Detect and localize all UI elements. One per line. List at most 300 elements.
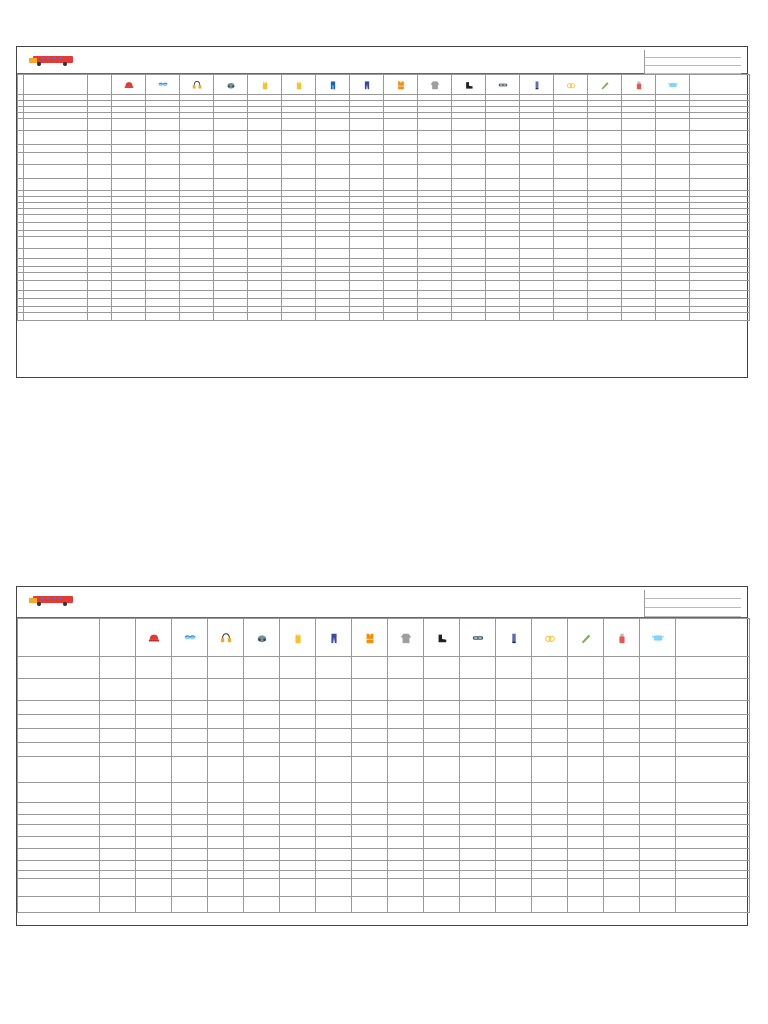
delivery-date-cell bbox=[384, 299, 418, 307]
delivery-date-cell bbox=[146, 131, 180, 145]
delivery-date-cell bbox=[486, 313, 520, 321]
table-row bbox=[18, 223, 750, 231]
delivery-date-cell bbox=[248, 237, 282, 249]
employee-name-cell bbox=[18, 679, 100, 701]
delivery-date-cell bbox=[460, 803, 496, 815]
jacket-icon bbox=[430, 80, 440, 90]
signature-cell[interactable] bbox=[676, 837, 750, 849]
delivery-date-cell bbox=[282, 313, 316, 321]
delivery-date-cell bbox=[136, 757, 172, 783]
column-header-signature bbox=[676, 619, 750, 657]
signature-cell[interactable] bbox=[690, 291, 750, 299]
delivery-date-cell bbox=[112, 131, 146, 145]
delivery-date-cell bbox=[350, 153, 384, 165]
delivery-date-cell bbox=[316, 897, 352, 913]
delivery-date-cell bbox=[146, 145, 180, 153]
signature-cell[interactable] bbox=[676, 757, 750, 783]
delivery-date-cell bbox=[496, 729, 532, 743]
delivery-date-cell bbox=[316, 757, 352, 783]
delivery-date-cell bbox=[350, 259, 384, 267]
delivery-date-cell bbox=[640, 715, 676, 729]
delivery-date-cell bbox=[208, 783, 244, 803]
signature-cell[interactable] bbox=[690, 223, 750, 231]
delivery-date-cell bbox=[388, 871, 424, 879]
delivery-date-cell bbox=[172, 715, 208, 729]
delivery-date-cell bbox=[520, 153, 554, 165]
delivery-date-cell bbox=[316, 815, 352, 825]
delivery-date-cell bbox=[136, 861, 172, 871]
delivery-date-cell bbox=[280, 861, 316, 871]
table-row bbox=[18, 259, 750, 267]
delivery-date-cell bbox=[460, 815, 496, 825]
delivery-date-cell bbox=[424, 715, 460, 729]
delivery-date-cell bbox=[352, 897, 388, 913]
employee-name-cell bbox=[24, 291, 88, 299]
header-row bbox=[18, 619, 750, 657]
signature-cell[interactable] bbox=[690, 299, 750, 307]
delivery-date-cell bbox=[520, 299, 554, 307]
signature-cell[interactable] bbox=[676, 825, 750, 837]
delivery-date-cell bbox=[568, 849, 604, 861]
role-cell bbox=[100, 837, 136, 849]
signature-cell[interactable] bbox=[676, 803, 750, 815]
delivery-date-cell bbox=[180, 291, 214, 299]
delivery-date-cell bbox=[554, 223, 588, 231]
delivery-date-cell bbox=[214, 145, 248, 153]
employee-name-cell bbox=[18, 815, 100, 825]
signature-cell[interactable] bbox=[676, 783, 750, 803]
delivery-date-cell bbox=[656, 131, 690, 145]
delivery-date-cell bbox=[520, 119, 554, 131]
delivery-date-cell bbox=[316, 131, 350, 145]
meta-row bbox=[645, 58, 741, 66]
marker-icon bbox=[532, 80, 542, 90]
delivery-date-cell bbox=[622, 215, 656, 223]
delivery-date-cell bbox=[244, 783, 280, 803]
delivery-date-cell bbox=[316, 679, 352, 701]
delivery-date-cell bbox=[424, 849, 460, 861]
column-header-item bbox=[388, 619, 424, 657]
employee-name-cell bbox=[24, 119, 88, 131]
delivery-date-cell bbox=[136, 657, 172, 679]
delivery-date-cell bbox=[282, 299, 316, 307]
signature-cell[interactable] bbox=[690, 165, 750, 179]
delivery-date-cell bbox=[280, 701, 316, 715]
delivery-date-cell bbox=[418, 119, 452, 131]
delivery-date-cell bbox=[180, 179, 214, 191]
delivery-date-cell bbox=[280, 743, 316, 757]
delivery-date-cell bbox=[568, 743, 604, 757]
delivery-date-cell bbox=[452, 165, 486, 179]
jeans-icon bbox=[328, 632, 340, 644]
delivery-date-cell bbox=[554, 249, 588, 259]
delivery-date-cell bbox=[214, 179, 248, 191]
table-row bbox=[18, 815, 750, 825]
table-row bbox=[18, 783, 750, 803]
delivery-date-cell bbox=[532, 729, 568, 743]
delivery-date-cell bbox=[172, 657, 208, 679]
delivery-date-cell bbox=[622, 165, 656, 179]
delivery-date-cell bbox=[384, 131, 418, 145]
face-mask-icon bbox=[652, 632, 664, 644]
delivery-date-cell bbox=[496, 743, 532, 757]
delivery-date-cell bbox=[486, 223, 520, 231]
signature-cell[interactable] bbox=[676, 715, 750, 729]
table-row bbox=[18, 179, 750, 191]
employee-name-cell bbox=[18, 897, 100, 913]
column-header-item bbox=[350, 75, 384, 95]
delivery-date-cell bbox=[418, 165, 452, 179]
role-cell bbox=[100, 715, 136, 729]
delivery-date-cell bbox=[316, 291, 350, 299]
delivery-date-cell bbox=[352, 743, 388, 757]
column-header-item bbox=[352, 619, 388, 657]
rings-icon bbox=[544, 632, 556, 644]
delivery-date-cell bbox=[316, 783, 352, 803]
delivery-date-cell bbox=[136, 679, 172, 701]
delivery-date-cell bbox=[656, 259, 690, 267]
signature-cell[interactable] bbox=[690, 273, 750, 281]
delivery-date-cell bbox=[656, 119, 690, 131]
delivery-date-cell bbox=[352, 783, 388, 803]
safety-glasses-icon bbox=[184, 632, 196, 644]
delivery-date-cell bbox=[460, 871, 496, 879]
signature-cell[interactable] bbox=[676, 815, 750, 825]
employee-name-cell bbox=[24, 237, 88, 249]
table-row bbox=[18, 281, 750, 291]
hard-hat-icon bbox=[148, 632, 160, 644]
delivery-date-cell bbox=[496, 803, 532, 815]
company-logo-icon bbox=[27, 591, 77, 607]
delivery-date-cell bbox=[172, 825, 208, 837]
delivery-date-cell bbox=[350, 223, 384, 231]
table-row bbox=[18, 897, 750, 913]
table-row bbox=[18, 803, 750, 815]
delivery-date-cell bbox=[604, 743, 640, 757]
delivery-date-cell bbox=[588, 215, 622, 223]
delivery-date-cell bbox=[418, 259, 452, 267]
delivery-date-cell bbox=[352, 701, 388, 715]
company-logo-icon bbox=[27, 51, 77, 67]
delivery-date-cell bbox=[282, 291, 316, 299]
delivery-date-cell bbox=[460, 783, 496, 803]
sheet-header bbox=[17, 587, 747, 618]
delivery-date-cell bbox=[280, 879, 316, 897]
delivery-date-cell bbox=[208, 803, 244, 815]
delivery-date-cell bbox=[460, 715, 496, 729]
table-row bbox=[18, 657, 750, 679]
delivery-date-cell bbox=[316, 299, 350, 307]
signature-cell[interactable] bbox=[676, 701, 750, 715]
delivery-date-cell bbox=[622, 145, 656, 153]
delivery-date-cell bbox=[172, 837, 208, 849]
delivery-date-cell bbox=[282, 259, 316, 267]
delivery-date-cell bbox=[604, 897, 640, 913]
delivery-date-cell bbox=[532, 715, 568, 729]
delivery-date-cell bbox=[244, 803, 280, 815]
delivery-date-cell bbox=[180, 249, 214, 259]
delivery-date-cell bbox=[316, 165, 350, 179]
delivery-date-cell bbox=[588, 249, 622, 259]
column-header-item bbox=[112, 75, 146, 95]
table-row bbox=[18, 849, 750, 861]
delivery-date-cell bbox=[244, 871, 280, 879]
delivery-date-cell bbox=[388, 849, 424, 861]
table-row bbox=[18, 153, 750, 165]
delivery-date-cell bbox=[452, 215, 486, 223]
role-cell bbox=[88, 281, 112, 291]
spray-bottle-icon bbox=[634, 80, 644, 90]
delivery-date-cell bbox=[384, 179, 418, 191]
delivery-date-cell bbox=[588, 131, 622, 145]
column-header-item bbox=[520, 75, 554, 95]
signature-cell[interactable] bbox=[676, 729, 750, 743]
table-row bbox=[18, 299, 750, 307]
delivery-date-cell bbox=[588, 313, 622, 321]
employee-name-cell bbox=[18, 783, 100, 803]
signature-cell[interactable] bbox=[676, 679, 750, 701]
delivery-date-cell bbox=[424, 879, 460, 897]
employee-name-cell bbox=[24, 165, 88, 179]
delivery-date-cell bbox=[424, 897, 460, 913]
delivery-date-cell bbox=[424, 783, 460, 803]
delivery-date-cell bbox=[136, 837, 172, 849]
column-header-item bbox=[180, 75, 214, 95]
delivery-date-cell bbox=[622, 291, 656, 299]
delivery-date-cell bbox=[180, 145, 214, 153]
delivery-date-cell bbox=[532, 837, 568, 849]
delivery-date-cell bbox=[280, 897, 316, 913]
delivery-date-cell bbox=[520, 259, 554, 267]
delivery-date-cell bbox=[418, 223, 452, 231]
delivery-date-cell bbox=[350, 165, 384, 179]
delivery-date-cell bbox=[208, 837, 244, 849]
delivery-date-cell bbox=[554, 313, 588, 321]
delivery-date-cell bbox=[496, 871, 532, 879]
delivery-date-cell bbox=[112, 299, 146, 307]
role-cell bbox=[100, 849, 136, 861]
delivery-date-cell bbox=[352, 861, 388, 871]
signature-cell[interactable] bbox=[676, 861, 750, 871]
table-row bbox=[18, 729, 750, 743]
delivery-date-cell bbox=[554, 215, 588, 223]
employee-name-cell bbox=[24, 223, 88, 231]
signature-cell[interactable] bbox=[690, 131, 750, 145]
delivery-date-cell bbox=[656, 273, 690, 281]
delivery-date-cell bbox=[486, 119, 520, 131]
delivery-date-cell bbox=[244, 757, 280, 783]
signature-cell[interactable] bbox=[676, 871, 750, 879]
delivery-date-cell bbox=[280, 871, 316, 879]
delivery-date-cell bbox=[352, 729, 388, 743]
delivery-date-cell bbox=[656, 145, 690, 153]
delivery-date-cell bbox=[112, 281, 146, 291]
delivery-date-cell bbox=[460, 757, 496, 783]
delivery-date-cell bbox=[316, 715, 352, 729]
delivery-date-cell bbox=[136, 715, 172, 729]
table-row bbox=[18, 145, 750, 153]
delivery-date-cell bbox=[248, 299, 282, 307]
delivery-date-cell bbox=[554, 281, 588, 291]
delivery-date-cell bbox=[554, 119, 588, 131]
delivery-date-cell bbox=[316, 743, 352, 757]
delivery-date-cell bbox=[112, 273, 146, 281]
table-row bbox=[18, 715, 750, 729]
table-row bbox=[18, 861, 750, 871]
delivery-date-cell bbox=[248, 249, 282, 259]
signature-cell[interactable] bbox=[690, 179, 750, 191]
delivery-date-cell bbox=[244, 825, 280, 837]
role-cell bbox=[88, 313, 112, 321]
delivery-date-cell bbox=[520, 249, 554, 259]
column-header-item bbox=[532, 619, 568, 657]
delivery-date-cell bbox=[460, 825, 496, 837]
delivery-date-cell bbox=[136, 879, 172, 897]
delivery-date-cell bbox=[640, 729, 676, 743]
delivery-date-cell bbox=[460, 701, 496, 715]
delivery-date-cell bbox=[496, 879, 532, 897]
delivery-date-cell bbox=[280, 783, 316, 803]
delivery-date-cell bbox=[146, 259, 180, 267]
delivery-date-cell bbox=[352, 679, 388, 701]
signature-cell[interactable] bbox=[690, 153, 750, 165]
delivery-date-cell bbox=[214, 223, 248, 231]
delivery-date-cell bbox=[214, 119, 248, 131]
delivery-date-cell bbox=[248, 131, 282, 145]
signature-cell[interactable] bbox=[676, 879, 750, 897]
signature-cell[interactable] bbox=[690, 249, 750, 259]
delivery-date-cell bbox=[208, 849, 244, 861]
delivery-date-cell bbox=[588, 179, 622, 191]
delivery-date-cell bbox=[460, 897, 496, 913]
column-header-item bbox=[604, 619, 640, 657]
jacket-icon bbox=[400, 632, 412, 644]
signature-cell[interactable] bbox=[690, 119, 750, 131]
column-header-item bbox=[622, 75, 656, 95]
delivery-date-cell bbox=[214, 131, 248, 145]
signature-cell[interactable] bbox=[690, 237, 750, 249]
delivery-date-cell bbox=[248, 145, 282, 153]
delivery-date-cell bbox=[568, 729, 604, 743]
signature-cell[interactable] bbox=[690, 313, 750, 321]
signature-cell[interactable] bbox=[676, 743, 750, 757]
signature-cell[interactable] bbox=[690, 145, 750, 153]
delivery-date-cell bbox=[486, 145, 520, 153]
delivery-date-cell bbox=[554, 291, 588, 299]
delivery-date-cell bbox=[496, 849, 532, 861]
delivery-date-cell bbox=[214, 165, 248, 179]
delivery-date-cell bbox=[146, 165, 180, 179]
table-row bbox=[18, 837, 750, 849]
delivery-date-cell bbox=[208, 815, 244, 825]
meta-row bbox=[645, 66, 741, 74]
kardex-sheet-2 bbox=[16, 586, 748, 926]
delivery-date-cell bbox=[172, 871, 208, 879]
delivery-date-cell bbox=[388, 783, 424, 803]
role-cell bbox=[100, 783, 136, 803]
delivery-date-cell bbox=[520, 179, 554, 191]
delivery-date-cell bbox=[350, 179, 384, 191]
delivery-date-cell bbox=[208, 871, 244, 879]
signature-cell[interactable] bbox=[690, 259, 750, 267]
employee-name-cell bbox=[18, 879, 100, 897]
delivery-date-cell bbox=[640, 743, 676, 757]
delivery-date-cell bbox=[280, 679, 316, 701]
delivery-date-cell bbox=[384, 259, 418, 267]
delivery-date-cell bbox=[172, 879, 208, 897]
delivery-date-cell bbox=[384, 281, 418, 291]
meta-row bbox=[645, 50, 741, 58]
signature-cell[interactable] bbox=[676, 849, 750, 861]
delivery-date-cell bbox=[622, 313, 656, 321]
delivery-date-cell bbox=[460, 837, 496, 849]
employee-name-cell bbox=[24, 153, 88, 165]
delivery-date-cell bbox=[136, 783, 172, 803]
delivery-date-cell bbox=[136, 849, 172, 861]
employee-name-cell bbox=[18, 729, 100, 743]
role-cell bbox=[100, 815, 136, 825]
delivery-date-cell bbox=[244, 815, 280, 825]
delivery-date-cell bbox=[136, 825, 172, 837]
delivery-date-cell bbox=[418, 215, 452, 223]
delivery-date-cell bbox=[486, 291, 520, 299]
delivery-date-cell bbox=[520, 215, 554, 223]
column-header-item bbox=[588, 75, 622, 95]
delivery-date-cell bbox=[604, 715, 640, 729]
delivery-date-cell bbox=[244, 701, 280, 715]
delivery-date-cell bbox=[496, 657, 532, 679]
delivery-date-cell bbox=[280, 849, 316, 861]
delivery-date-cell bbox=[452, 291, 486, 299]
delivery-date-cell bbox=[460, 849, 496, 861]
delivery-date-cell bbox=[248, 153, 282, 165]
delivery-date-cell bbox=[280, 757, 316, 783]
signature-cell[interactable] bbox=[676, 897, 750, 913]
column-header-role bbox=[100, 619, 136, 657]
delivery-date-cell bbox=[214, 299, 248, 307]
delivery-date-cell bbox=[282, 145, 316, 153]
signature-cell[interactable] bbox=[676, 657, 750, 679]
delivery-date-cell bbox=[496, 783, 532, 803]
column-header-item bbox=[214, 75, 248, 95]
signature-cell[interactable] bbox=[690, 215, 750, 223]
delivery-date-cell bbox=[656, 237, 690, 249]
delivery-date-cell bbox=[350, 249, 384, 259]
delivery-date-cell bbox=[388, 825, 424, 837]
employee-name-cell bbox=[18, 743, 100, 757]
delivery-date-cell bbox=[146, 281, 180, 291]
coverall-icon bbox=[328, 80, 338, 90]
delivery-date-cell bbox=[622, 259, 656, 267]
delivery-date-cell bbox=[640, 657, 676, 679]
delivery-date-cell bbox=[146, 249, 180, 259]
delivery-date-cell bbox=[136, 803, 172, 815]
delivery-date-cell bbox=[280, 803, 316, 815]
delivery-date-cell bbox=[282, 273, 316, 281]
table-row bbox=[18, 879, 750, 897]
column-header-item bbox=[282, 75, 316, 95]
delivery-date-cell bbox=[282, 249, 316, 259]
column-header-item bbox=[316, 619, 352, 657]
delivery-date-cell bbox=[622, 131, 656, 145]
delivery-date-cell bbox=[554, 165, 588, 179]
signature-cell[interactable] bbox=[690, 281, 750, 291]
delivery-date-cell bbox=[532, 679, 568, 701]
delivery-date-cell bbox=[418, 313, 452, 321]
document-meta-box bbox=[644, 50, 741, 74]
delivery-date-cell bbox=[208, 757, 244, 783]
delivery-date-cell bbox=[588, 145, 622, 153]
